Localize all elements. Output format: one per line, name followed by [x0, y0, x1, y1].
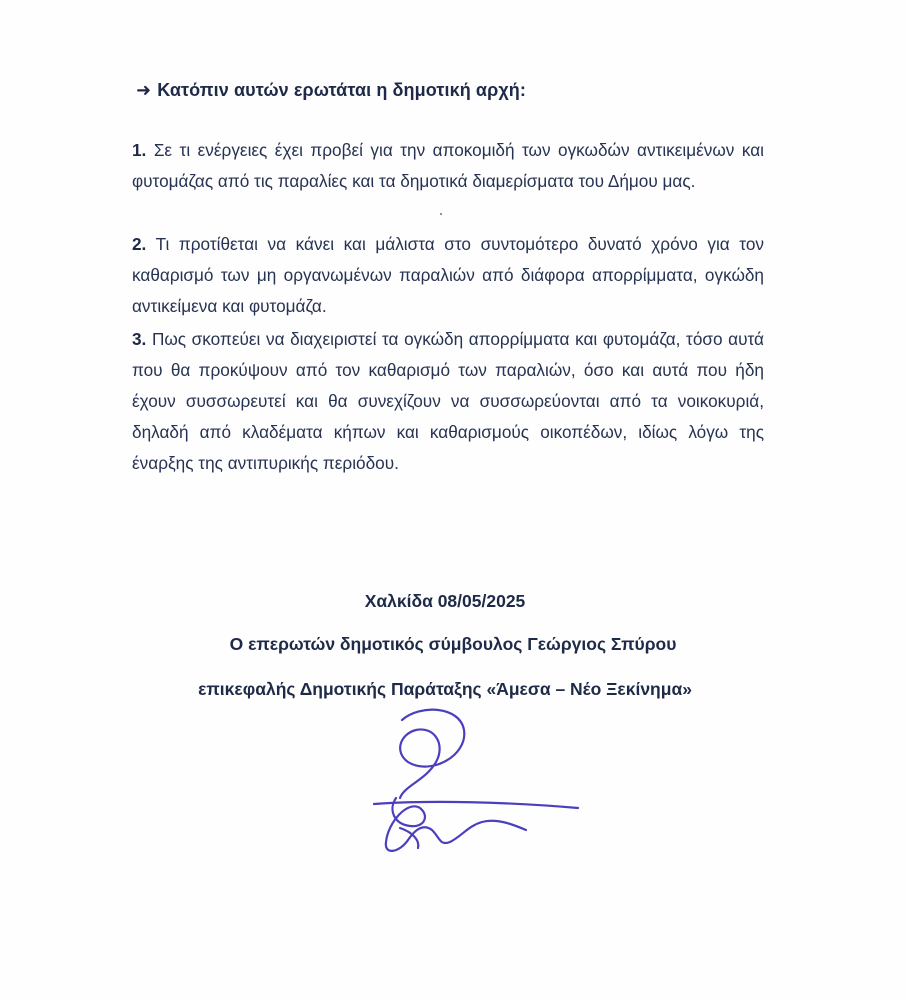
signature-stroke	[400, 710, 464, 798]
closing-date-line: Χαλκίδα 08/05/2025	[364, 591, 526, 611]
signature-stroke	[374, 802, 578, 808]
question-number: 2.	[132, 234, 147, 254]
question-heading	[136, 80, 526, 101]
question-number: 1.	[132, 140, 147, 160]
closing-party-line: επικεφαλής Δημοτικής Παράταξης «Άμεσα – Νέο Ξεκίνημα»	[198, 679, 692, 699]
question-item-1	[132, 135, 764, 197]
closing-name-line: Ο επερωτών δημοτικός σύμβουλος Γεώργιος Σπύρου	[229, 634, 677, 654]
question-text: Σε τι ενέργειες έχει προβεί για την αποκομιδή των ογκωδών αντικειμένων και φυτομάζας από τις παραλίες και τα δημοτικά διαμερίσματα του Δήμου μας.	[132, 140, 764, 191]
signature-stroke	[386, 798, 526, 851]
question-heading-text: Κατόπιν αυτών ερωτάται η δημοτική αρχή:	[157, 80, 526, 100]
question-item-3	[132, 324, 764, 479]
question-text: Πως σκοπεύει να διαχειριστεί τα ογκώδη απορρίμματα και φυτομάζα, τόσο αυτά που θα προκύψουν από τον καθαρισμό των παραλιών, όσο και αυτά που ήδη έχουν συσσωρευτεί και θα συνεχίζουν να συσσωρεύονται από τα νοικοκυριά, δηλαδή από κλαδέματα κήπων και καθαρισμούς οικοπέδων, ιδίως λόγω της έναρξης της αντιπυρικής περιόδου.	[132, 329, 764, 473]
arrow-icon: ➜	[136, 80, 152, 100]
question-text: Τι προτίθεται να κάνει και μάλιστα στο συντομότερο δυνατό χρόνο για τον καθαρισμό των μη οργανωμένων παραλιών από διάφορα απορρίμματα, ογκώδη αντικείμενα και φυτομάζα.	[132, 234, 764, 316]
handwritten-signature	[360, 700, 590, 870]
question-item-2	[132, 229, 764, 322]
scan-speck	[440, 213, 442, 215]
question-number: 3.	[132, 329, 147, 349]
